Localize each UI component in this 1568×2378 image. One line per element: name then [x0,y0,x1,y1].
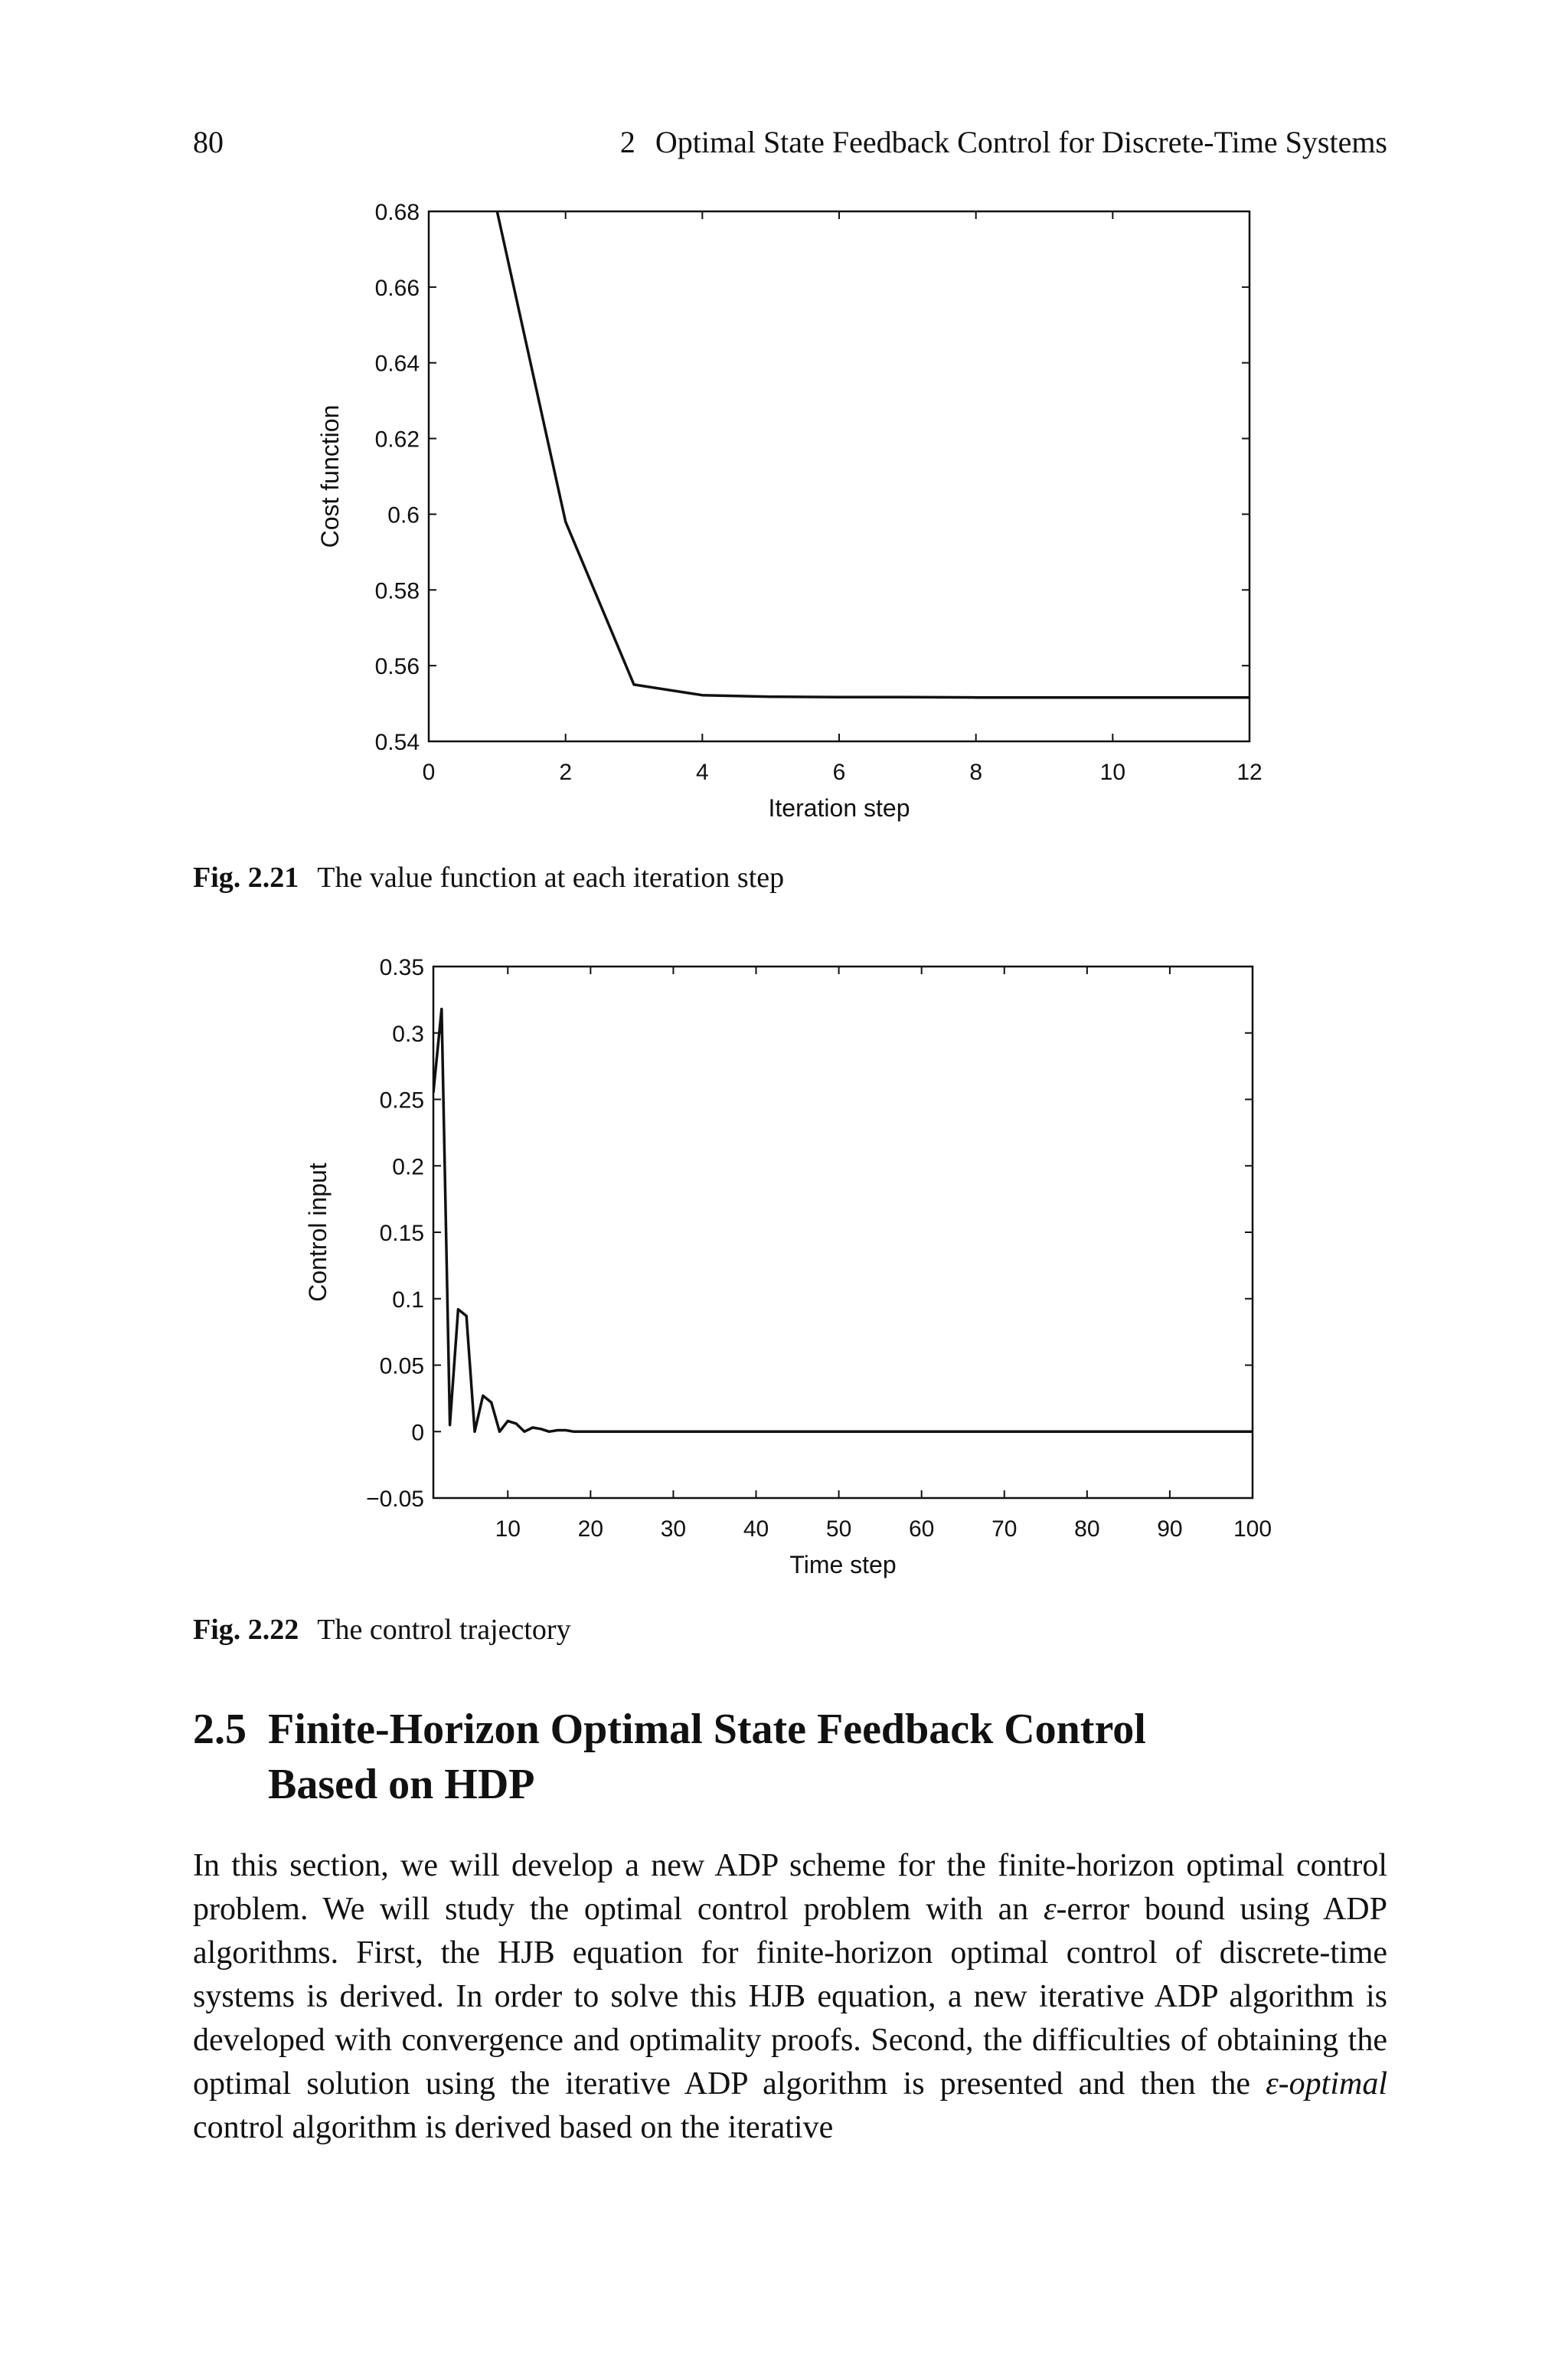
y-tick-label: 0.66 [374,275,420,301]
x-tick-label: 10 [1099,760,1126,785]
y-tick-label: 0.15 [379,1221,424,1246]
running-header [193,121,1387,164]
y-tick-label: 0.62 [374,427,420,453]
y-tick-label: 0.54 [374,730,420,755]
section-title: Finite-Horizon Optimal State Feedback Control Based on HDP [268,1706,1146,1808]
figure-caption-text: The value function at each iteration step [317,862,785,894]
figure-caption-text: The control trajectory [317,1614,571,1646]
running-title [620,121,1387,164]
x-tick-label: 70 [991,1516,1018,1542]
control-input-chart [0,950,1568,1593]
section-heading [193,1702,1387,1812]
y-tick-label: 0.25 [379,1088,424,1114]
body-text-segment: control algorithm is derived based on the iterative [193,2110,834,2145]
x-tick-label: 60 [908,1516,935,1542]
y-tick-label: 0.3 [392,1021,424,1047]
body-text-segment: -error bound using ADP algorithms. First, the HJB equation for finite-horizon optimal control of discrete-time systems is derived. In order to solve this HJB equation, a new iterative ADP algorithm is developed with convergence and optimality proofs. Second, the difficulties of obtaining the optimal solution using the iterative ADP algorithm is presented and then the [193,1892,1387,2102]
chapter-title: Optimal State Feedback Control for Discrete-Time Systems [655,125,1387,159]
y-tick-label: 0 [411,1420,424,1446]
x-tick-label: 12 [1236,760,1263,785]
x-tick-label: 4 [695,760,709,785]
y-tick-label: 0.64 [374,351,420,377]
section-number: 2.5 [193,1706,247,1753]
x-tick-label: 30 [660,1516,687,1542]
figure-2-21-caption [193,858,784,898]
x-tick-label: 10 [495,1516,521,1542]
epsilon-symbol: ε [1043,1892,1057,1927]
figure-label: Fig. 2.22 [193,1614,299,1646]
chapter-number: 2 [619,125,635,159]
plot-frame [429,211,1250,741]
x-tick-label: 0 [422,760,436,785]
x-tick-label: 8 [969,760,983,785]
y-tick-label: −0.05 [366,1487,424,1512]
x-tick-label: 2 [559,760,573,785]
series-line [433,1009,1253,1432]
y-tick-label: 0.2 [392,1154,424,1180]
plot-frame [433,967,1253,1498]
x-tick-label: 80 [1074,1516,1100,1542]
y-axis-label: Control input [304,1163,332,1302]
y-axis-label: Cost function [316,404,344,548]
x-tick-label: 20 [577,1516,604,1542]
body-text-segment: In this section, we will develop a new ADP scheme for the finite-horizon optimal control problem. We will study the optimal control problem with an [193,1848,1387,1927]
y-tick-label: 0.05 [379,1353,424,1379]
x-axis-label: Iteration step [768,794,910,822]
body-paragraph [193,1844,1387,2150]
page-number: 80 [193,125,224,159]
x-tick-label: 90 [1157,1516,1183,1542]
y-tick-label: 0.56 [374,654,420,680]
y-tick-label: 0.58 [374,578,420,604]
x-axis-label: Time step [789,1551,897,1578]
y-tick-label: 0.1 [392,1287,424,1313]
cost-function-chart [0,199,1568,835]
x-tick-label: 6 [832,760,846,785]
figure-2-22-caption [193,1610,571,1650]
y-tick-label: 0.68 [374,200,420,225]
figure-label: Fig. 2.21 [193,862,299,894]
series-line [497,211,1250,698]
y-tick-label: 0.6 [387,502,420,528]
epsilon-optimal-term: ε-optimal [1266,2066,1387,2102]
x-tick-label: 50 [825,1516,852,1542]
x-tick-label: 100 [1233,1516,1272,1542]
x-tick-label: 40 [743,1516,769,1542]
y-tick-label: 0.35 [379,955,424,980]
